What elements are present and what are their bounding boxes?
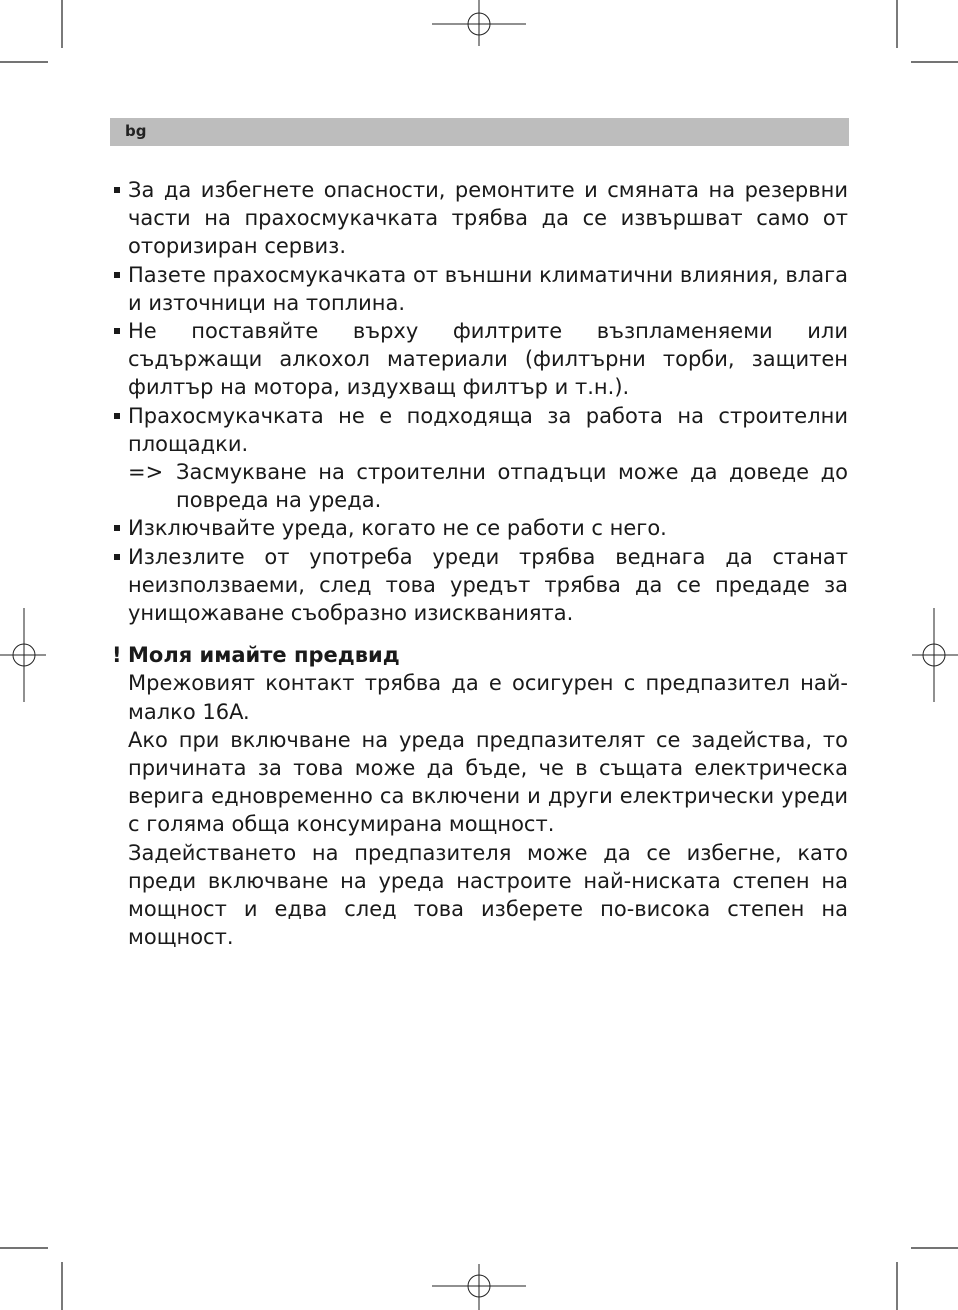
bullet-icon xyxy=(114,272,120,278)
bullet-text: За да избегнете опасности, ремонтите и смяната на резервни части на прахосмукачката трябва да се извършват само от оторизиран сервиз. xyxy=(128,178,848,259)
safety-bullet-list xyxy=(112,176,848,627)
registration-mark-bottom xyxy=(432,1264,526,1310)
list-item xyxy=(112,514,848,542)
warning-title: Моля имайте предвид xyxy=(128,643,400,668)
page-content xyxy=(112,176,848,951)
bullet-text: Не поставяйте върху филтрите възпламеняеми или съдържащи алкохол материали (филтърни торби, защитен филтър на мотора, издухващ филтър и т.н.). xyxy=(128,319,848,400)
bullet-icon xyxy=(114,554,120,560)
bullet-text: Излезлите от употреба уреди трябва веднага да станат неизползваеми, след това уредът трябва да се предаде за унищожаване съобразно изискванията. xyxy=(128,544,848,626)
warning-paragraph: Ако при включване на уреда предпазителят се задейства, то причината за това може да бъде, че в същата електрическа верига едновременно са включени и други електрически уреди с голяма обща консумирана мощност. xyxy=(128,727,848,837)
list-item xyxy=(112,543,848,628)
bullet-text: Изключвайте уреда, когато не се работи с него. xyxy=(128,516,667,541)
list-item xyxy=(112,317,848,402)
warning-section xyxy=(112,641,848,951)
bullet-icon xyxy=(114,413,120,419)
warning-heading xyxy=(112,641,848,669)
consequence-note xyxy=(128,458,848,514)
language-header-bar xyxy=(110,118,849,146)
warning-paragraph: Мрежовият контакт трябва да е осигурен с предпазител най-малко 16A. xyxy=(128,671,848,724)
consequence-text: Засмукване на строителни отпадъци може да доведе до повреда на уреда. xyxy=(176,460,848,513)
language-code: bg xyxy=(125,122,147,140)
registration-mark-right xyxy=(912,608,958,702)
list-item xyxy=(112,176,848,261)
bullet-icon xyxy=(114,328,120,334)
warning-paragraph: Задействането на предпазителя може да се избегне, като преди включване на уреда настроите най-ниската степен на мощност и едва след това изберете по-висока степен на мощност. xyxy=(128,840,848,950)
registration-mark-left xyxy=(0,608,46,702)
exclamation-icon: ! xyxy=(112,643,122,668)
list-item xyxy=(112,402,848,515)
list-item xyxy=(112,261,848,317)
bullet-icon xyxy=(114,187,120,193)
arrow-icon: => xyxy=(128,460,164,485)
bullet-icon xyxy=(114,525,120,531)
registration-mark-top xyxy=(432,0,526,46)
bullet-text: Пазете прахосмукачката от външни климатични влияния, влага и източници на топлина. xyxy=(128,262,848,315)
bullet-text: Прахосмукачката не е подходяща за работа на строителни площадки. xyxy=(128,403,848,456)
